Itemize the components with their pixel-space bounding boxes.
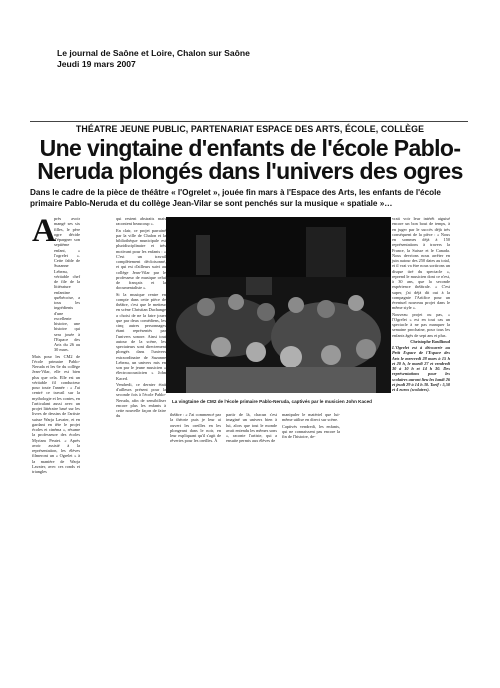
source-publication: Le journal de Saône et Loire, Chalon sur Saône [57, 48, 250, 58]
event-info: L'Ogrelet est à découvrir au Petit Espace de l'Espace des Arts le mercredi 28 mars à 15 h et 20 h, le mardi 27 et vendredi 30 à 10 h et 14 h 30. Des représentations pour les scolaires auront lieu les lundi 26 et jeudi 29 à 14 h 30. Tarif : 5,50 et 4 euros (scolaires). [392, 345, 450, 392]
article-kicker: THÉATRE JEUNE PUBLIC, PARTENARIAT ESPACE DES ARTS, ÉCOLE, COLLÈGE [75, 124, 425, 134]
article-photo [166, 217, 391, 393]
paragraph: Captivés vendredi, les enfants, qui ne connaissent pas encore la fin de l'histoire, de- [282, 423, 340, 439]
photo-image [166, 217, 391, 393]
column-1 [32, 213, 80, 475]
source-date: Jeudi 19 mars 2007 [57, 59, 136, 69]
column-5 [226, 412, 277, 445]
paragraph: partir de là, chacun s'est imaginé un univers bien à lui, alors que tout le monde avait entendu les mêmes sons », raconte l'artiste, qui a ensuite permis aux élèves de [226, 412, 277, 444]
paragraph: vrait voir leur intérêt aiguisé encore un bon bout de temps, à en juger par le succès déjà très conséquent de la pièce : « Nous en sommes déjà à 150 représentations à travers la France, la Suisse et le Canada. Nous devrions nous arrêter en juin autour des 250 dates au total, et il vrai va être nous sortirons un disque tiré du spectacle », reprend le musicien dont ce n'est, à 30 ans, que la seconde expérience théâtrale. « C'est super, j'ai déjà dit oui à la compagnie l'Artifice pour un éventuel nouveau projet dans le même style ». [392, 216, 450, 311]
paragraph: Nouveau projet ou pas, « l'Ogrelet » est en tout cas un spectacle à ne pas manquer la semaine prochaine, pour tous les enfants âgés de sept ans et plus. [392, 311, 450, 338]
author-signature: Christophe Roullioud [410, 338, 450, 344]
paragraph: Vendredi, ce dernier était d'ailleurs présent pour la seconde fois à l'école Pablo-Neruda, afin de sensibiliser encore plus les enfants à cette nouvelle façon de faire du [116, 381, 166, 419]
paragraph: Mais pour les CM2 de l'école primaire Pablo-Neruda et les 6e du collège Jean-Vilar, elle est bien plus que cela. Elle est un véritable fil conducteur pour toute l'année : « J'ai centré ce travail sur la mythologie et les contes, en l'articulant aussi avec un projet littéraire basé sur les livres de dessins de l'artiste suisse Warja Lavater, et en gardant en tête le projet écoles et cinéma », résume la professeure des écoles Myriam Peutet. « Après avoir assisté à la représentation, les élèves filmeront un « Ogrelet » à la manière de Warja Lavater, avec ces ronds et triangles [32, 353, 80, 474]
paragraph: Si la musique rentre en compte dans cette pièce de théâtre, c'est que le metteur en scène Christian Duchange a choisi de ne la faire jouer que par deux comédiens, les cinq autres personnages étant représentés par l'univers sonore. Ainsi tout autour de la scène, les spectateurs sont directement plongés dans l'univers extraordinaire de Suzanne Lebeau, un univers mis en son par le jeune musicien « électroacousticien » John Kaced. [116, 291, 166, 381]
paragraph: théâtre : « J'ai commencé par la théorie puis je leur ai ouvert les oreilles en les plongeant dans le noir, en leur expliquant qu'il s'agit de rêveries pour les oreilles. À [170, 412, 221, 444]
paragraph: En clair, ce projet parrainé par la ville de Chalon et la bibliothèque municipale est pluridisciplinaire et très motivant pour les enfants : « C'est un travail complètement décloisonné, et qui est d'ailleurs suivi au collège Jean-Vilar par le professeur de musique celui de français et la documentaliste ». [116, 227, 166, 291]
column-3 [392, 216, 450, 393]
paragraph: qui restent abstraits mais racontent beaucoup ». [116, 216, 166, 227]
top-rule [30, 121, 468, 122]
column-2 [116, 216, 166, 420]
article-standfirst: Dans le cadre de la pièce de théâtre « l'Ogrelet », jouée fin mars à l'Espace des Arts, les enfants de l'école primaire Pablo-Neruda et du collège Jean-Vilar se sont penchés sur la musique « spatiale »… [30, 188, 441, 208]
photo-caption: La vingtaine de CM2 de l'école primaire Pablo-Neruda, captivés par le musicien John Kaced [172, 399, 372, 404]
column-6 [282, 412, 340, 440]
drop-cap: A [32, 213, 56, 249]
article-headline: Une vingtaine d'enfants de l'école Pablo-Neruda plongés dans l'univers des ogres [37, 135, 463, 184]
column-4 [170, 412, 221, 445]
paragraph: manipuler le matériel que lui-même utilise en direct sur scène. [282, 412, 340, 423]
source-info [57, 48, 250, 70]
paragraph: près avoir mangé ses six filles, le père ogre décide d'épargner son septième enfant, « l'ogrelet ». Cette fable de Suzanne Lebeau, véritable chef de file de la littérature enfantine québécoise, a tous les ingrédients d'une excellente histoire, une histoire qui sera jouée à l'Espace des Arts du 26 au 30 mars. [54, 216, 80, 353]
